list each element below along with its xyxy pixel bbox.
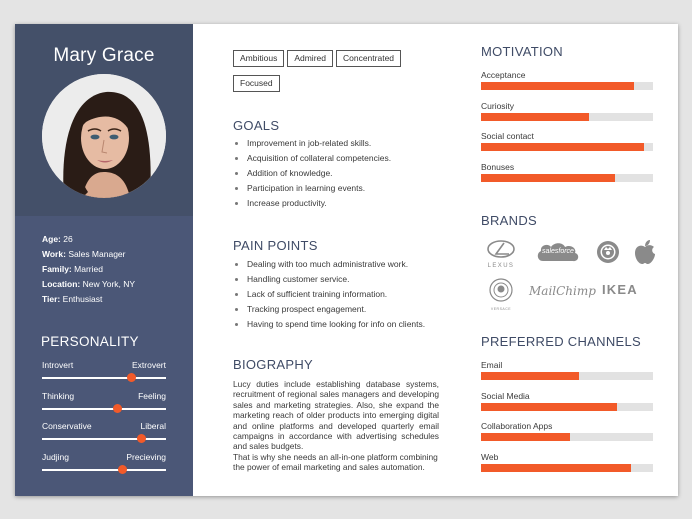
pain-points-title: PAIN POINTS bbox=[233, 238, 318, 253]
slider-track bbox=[42, 469, 166, 471]
list-item: Tracking prospect engagement. bbox=[233, 302, 425, 317]
channel-bar bbox=[481, 360, 653, 391]
personality-slider bbox=[42, 421, 166, 449]
bar-fill bbox=[481, 403, 617, 411]
slider-knob bbox=[127, 373, 136, 382]
bar-fill bbox=[481, 433, 570, 441]
portrait-illustration bbox=[42, 74, 166, 198]
list-item: Addition of knowledge. bbox=[233, 166, 391, 181]
persona-card bbox=[15, 24, 678, 496]
trait-tag: Concentrated bbox=[336, 50, 401, 67]
bar-track bbox=[481, 464, 653, 472]
bar-track bbox=[481, 174, 653, 182]
slider-track bbox=[42, 377, 166, 379]
channel-bar bbox=[481, 452, 653, 483]
list-item: Handling customer service. bbox=[233, 272, 425, 287]
slider-left-label: Introvert bbox=[42, 360, 74, 370]
bar-fill bbox=[481, 372, 579, 380]
slider-track bbox=[42, 408, 166, 410]
slider-track bbox=[42, 438, 166, 440]
slider-knob bbox=[118, 465, 127, 474]
list-item: Lack of sufficient training information. bbox=[233, 287, 425, 302]
trait-tag: Focused bbox=[233, 75, 280, 92]
trait-tag: Admired bbox=[287, 50, 333, 67]
bar-track bbox=[481, 82, 653, 90]
slider-right-label: Extrovert bbox=[131, 360, 166, 370]
goals-list bbox=[233, 136, 391, 211]
mailchimp-logo: MailChimp bbox=[529, 284, 596, 298]
trait-tag: Ambitious bbox=[233, 50, 284, 67]
brands-title: BRANDS bbox=[481, 213, 537, 228]
bar-track bbox=[481, 143, 653, 151]
channels-title: PREFERRED CHANNELS bbox=[481, 334, 641, 349]
channel-bar bbox=[481, 391, 653, 422]
personality-slider bbox=[42, 452, 166, 480]
detail-family: Family: Married bbox=[42, 264, 103, 274]
biography-paragraph: Lucy duties include establishing database systems, recruitment of regional sales managers and developing sales and marketing strategies. Also, she expand the marketing reach of older products into emerging digital and online platforms and developed quarterly email campaigns in accordance with advertising schedules and sales budgets. bbox=[233, 379, 439, 452]
motivation-bar bbox=[481, 101, 653, 132]
bar-track bbox=[481, 403, 653, 411]
list-item: Acquisition of collateral competencies. bbox=[233, 151, 391, 166]
bar-label: Social contact bbox=[481, 131, 534, 141]
bar-track bbox=[481, 113, 653, 121]
starbucks-logo bbox=[596, 240, 620, 269]
sidebar bbox=[15, 24, 193, 496]
bar-track bbox=[481, 433, 653, 441]
personality-slider bbox=[42, 360, 166, 388]
slider-left-label: Judjing bbox=[42, 452, 69, 462]
bar-fill bbox=[481, 174, 615, 182]
lexus-logo: LEXUS bbox=[482, 240, 520, 270]
persona-name: Mary Grace bbox=[53, 45, 155, 66]
profile-photo bbox=[42, 74, 166, 198]
bar-fill bbox=[481, 82, 634, 90]
bar-fill bbox=[481, 464, 631, 472]
bar-track bbox=[481, 372, 653, 380]
biography-title: BIOGRAPHY bbox=[233, 357, 313, 372]
persona-details bbox=[42, 232, 135, 307]
channel-bars bbox=[481, 360, 653, 482]
channel-bar bbox=[481, 421, 653, 452]
trait-tags bbox=[233, 48, 443, 98]
detail-tier: Tier: Enthusiast bbox=[42, 294, 103, 304]
slider-left-label: Thinking bbox=[42, 391, 75, 401]
pain-points-list bbox=[233, 257, 425, 332]
ikea-logo: IKEA bbox=[602, 282, 638, 297]
apple-logo bbox=[634, 239, 656, 270]
motivation-bars bbox=[481, 70, 653, 192]
goals-title: GOALS bbox=[233, 118, 280, 133]
brand-logos bbox=[478, 238, 658, 311]
bar-label: Bonuses bbox=[481, 161, 515, 172]
list-item: Participation in learning events. bbox=[233, 181, 391, 196]
bar-fill bbox=[481, 113, 589, 121]
slider-knob bbox=[137, 434, 146, 443]
list-item: Dealing with too much administrative work. bbox=[233, 257, 425, 272]
versace-logo: VERSACE bbox=[486, 278, 516, 311]
slider-right-label: Precieving bbox=[126, 452, 166, 462]
list-item: Increase productivity. bbox=[233, 196, 391, 211]
biography-text bbox=[233, 379, 439, 473]
detail-age: Age: 26 bbox=[42, 234, 73, 244]
detail-location: Location: New York, NY bbox=[42, 279, 136, 289]
slider-right-label: Feeling bbox=[138, 391, 166, 401]
detail-work: Work: Sales Manager bbox=[42, 249, 126, 259]
list-item: Having to spend time looking for info on clients. bbox=[233, 317, 425, 332]
bar-fill bbox=[481, 143, 644, 151]
bar-label: Social Media bbox=[481, 390, 530, 401]
bar-label: Collaboration Apps bbox=[481, 421, 553, 431]
list-item: Improvement in job-related skills. bbox=[233, 136, 391, 151]
slider-left-label: Conservative bbox=[42, 421, 92, 431]
motivation-bar bbox=[481, 131, 653, 162]
motivation-bar bbox=[481, 70, 653, 101]
motivation-title: MOTIVATION bbox=[481, 44, 563, 59]
slider-knob bbox=[113, 404, 122, 413]
motivation-bar bbox=[481, 162, 653, 193]
biography-paragraph: That is why she needs an all-in-one platform combining the power of email marketing and sales automation. bbox=[233, 451, 438, 473]
salesforce-logo: salesforce bbox=[535, 241, 581, 265]
bar-label: Acceptance bbox=[481, 70, 526, 80]
profile-header bbox=[15, 24, 193, 216]
personality-slider bbox=[42, 391, 166, 419]
personality-title: PERSONALITY bbox=[41, 334, 139, 349]
bar-label: Email bbox=[481, 360, 503, 370]
bar-label: Web bbox=[481, 451, 499, 462]
bar-label: Curiosity bbox=[481, 100, 515, 111]
slider-right-label: Liberal bbox=[140, 421, 166, 431]
